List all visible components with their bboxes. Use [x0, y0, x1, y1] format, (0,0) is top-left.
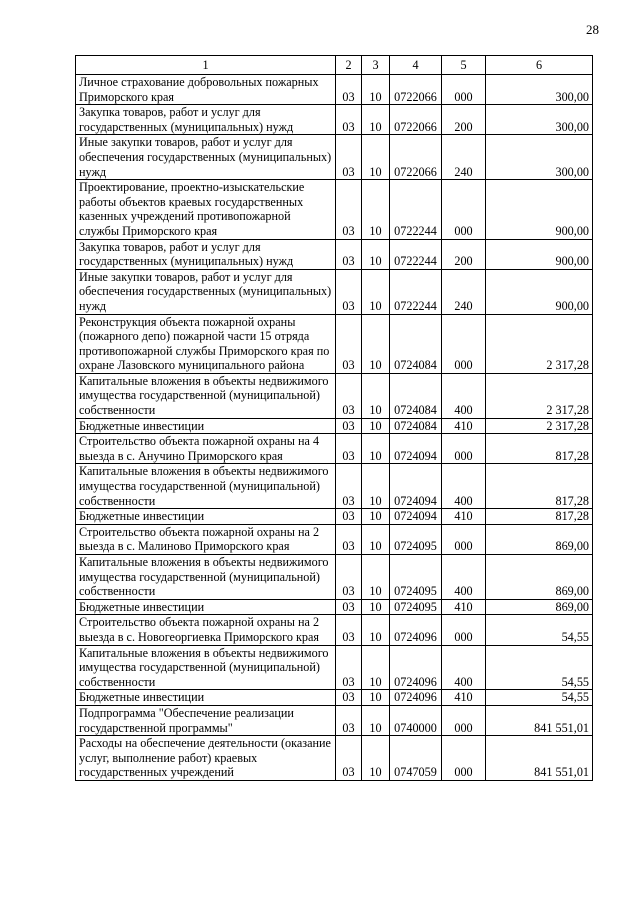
row-amount-cell: 300,00 — [486, 75, 593, 105]
row-target-code-cell: 0724094 — [390, 509, 442, 525]
row-expense-type-cell: 400 — [442, 645, 486, 690]
row-subsection-cell: 10 — [362, 509, 390, 525]
row-target-code-cell: 0724094 — [390, 434, 442, 464]
row-name-cell: Строительство объекта пожарной охраны на 4 выезда в с. Анучино Приморского края — [76, 434, 336, 464]
row-name-cell: Подпрограмма "Обеспечение реализации государственной программы" — [76, 705, 336, 735]
row-target-code-cell: 0722244 — [390, 239, 442, 269]
row-subsection-cell: 10 — [362, 180, 390, 239]
row-amount-cell: 817,28 — [486, 434, 593, 464]
row-subsection-cell: 10 — [362, 705, 390, 735]
row-target-code-cell: 0724095 — [390, 599, 442, 615]
table-row — [76, 105, 593, 135]
row-expense-type-cell: 200 — [442, 239, 486, 269]
row-name-cell: Бюджетные инвестиции — [76, 690, 336, 706]
row-target-code-cell: 0724084 — [390, 418, 442, 434]
row-section-cell: 03 — [336, 434, 362, 464]
row-expense-type-cell: 410 — [442, 418, 486, 434]
row-section-cell: 03 — [336, 239, 362, 269]
table-row — [76, 269, 593, 314]
table-row — [76, 509, 593, 525]
row-expense-type-cell: 000 — [442, 180, 486, 239]
row-expense-type-cell: 000 — [442, 75, 486, 105]
row-expense-type-cell: 240 — [442, 135, 486, 180]
row-section-cell: 03 — [336, 180, 362, 239]
row-expense-type-cell: 410 — [442, 509, 486, 525]
table-row — [76, 314, 593, 373]
row-expense-type-cell: 200 — [442, 105, 486, 135]
row-section-cell: 03 — [336, 615, 362, 645]
header-col-2: 2 — [336, 56, 362, 75]
row-expense-type-cell: 240 — [442, 269, 486, 314]
row-amount-cell: 841 551,01 — [486, 736, 593, 781]
row-amount-cell: 2 317,28 — [486, 418, 593, 434]
row-target-code-cell: 0724084 — [390, 373, 442, 418]
row-subsection-cell: 10 — [362, 434, 390, 464]
row-expense-type-cell: 000 — [442, 524, 486, 554]
row-expense-type-cell: 400 — [442, 555, 486, 600]
row-section-cell: 03 — [336, 509, 362, 525]
table-row — [76, 599, 593, 615]
row-target-code-cell: 0724096 — [390, 645, 442, 690]
row-amount-cell: 900,00 — [486, 239, 593, 269]
row-expense-type-cell: 400 — [442, 464, 486, 509]
row-name-cell: Капитальные вложения в объекты недвижимого имущества государственной (муниципальной) собственности — [76, 555, 336, 600]
row-subsection-cell: 10 — [362, 736, 390, 781]
row-amount-cell: 817,28 — [486, 464, 593, 509]
row-expense-type-cell: 410 — [442, 599, 486, 615]
row-section-cell: 03 — [336, 75, 362, 105]
row-expense-type-cell: 000 — [442, 314, 486, 373]
row-section-cell: 03 — [336, 599, 362, 615]
row-name-cell: Реконструкция объекта пожарной охраны (пожарного депо) пожарной части 15 отряда противопожарной службы Приморского края по охране Лазовского муниципального района — [76, 314, 336, 373]
row-subsection-cell: 10 — [362, 555, 390, 600]
row-name-cell: Расходы на обеспечение деятельности (оказание услуг, выполнение работ) краевых государственных учреждений — [76, 736, 336, 781]
row-section-cell: 03 — [336, 314, 362, 373]
row-target-code-cell: 0724094 — [390, 464, 442, 509]
row-amount-cell: 300,00 — [486, 135, 593, 180]
row-target-code-cell: 0722066 — [390, 105, 442, 135]
table-row — [76, 75, 593, 105]
row-amount-cell: 900,00 — [486, 180, 593, 239]
row-subsection-cell: 10 — [362, 645, 390, 690]
row-name-cell: Иные закупки товаров, работ и услуг для обеспечения государственных (муниципальных) нужд — [76, 135, 336, 180]
row-amount-cell: 900,00 — [486, 269, 593, 314]
row-name-cell: Личное страхование добровольных пожарных Приморского края — [76, 75, 336, 105]
row-expense-type-cell: 000 — [442, 705, 486, 735]
row-name-cell: Бюджетные инвестиции — [76, 599, 336, 615]
header-col-4: 4 — [390, 56, 442, 75]
table-row — [76, 555, 593, 600]
row-name-cell: Бюджетные инвестиции — [76, 509, 336, 525]
table-row — [76, 615, 593, 645]
page-number: 28 — [586, 22, 599, 37]
row-name-cell: Строительство объекта пожарной охраны на 2 выезда в с. Малиново Приморского края — [76, 524, 336, 554]
row-target-code-cell: 0747059 — [390, 736, 442, 781]
row-amount-cell: 54,55 — [486, 645, 593, 690]
row-amount-cell: 869,00 — [486, 599, 593, 615]
row-amount-cell: 2 317,28 — [486, 373, 593, 418]
row-target-code-cell: 0724095 — [390, 524, 442, 554]
table-row — [76, 524, 593, 554]
row-amount-cell: 300,00 — [486, 105, 593, 135]
row-subsection-cell: 10 — [362, 615, 390, 645]
header-col-1: 1 — [76, 56, 336, 75]
row-section-cell: 03 — [336, 736, 362, 781]
row-subsection-cell: 10 — [362, 599, 390, 615]
row-amount-cell: 817,28 — [486, 509, 593, 525]
table-row — [76, 418, 593, 434]
row-expense-type-cell: 410 — [442, 690, 486, 706]
row-name-cell: Бюджетные инвестиции — [76, 418, 336, 434]
row-amount-cell: 869,00 — [486, 524, 593, 554]
row-name-cell: Проектирование, проектно-изыскательские работы объектов краевых государственных казенных учреждений противопожарной службы Приморского края — [76, 180, 336, 239]
row-target-code-cell: 0724084 — [390, 314, 442, 373]
row-name-cell: Строительство объекта пожарной охраны на 2 выезда в с. Новогеоргиевка Приморского края — [76, 615, 336, 645]
row-section-cell: 03 — [336, 464, 362, 509]
row-subsection-cell: 10 — [362, 239, 390, 269]
row-subsection-cell: 10 — [362, 135, 390, 180]
row-subsection-cell: 10 — [362, 75, 390, 105]
row-target-code-cell: 0722244 — [390, 180, 442, 239]
row-subsection-cell: 10 — [362, 269, 390, 314]
table-header-row — [76, 56, 593, 75]
row-subsection-cell: 10 — [362, 373, 390, 418]
row-subsection-cell: 10 — [362, 105, 390, 135]
row-target-code-cell: 0722066 — [390, 75, 442, 105]
row-name-cell: Капитальные вложения в объекты недвижимого имущества государственной (муниципальной) собственности — [76, 464, 336, 509]
table-row — [76, 434, 593, 464]
budget-table — [75, 55, 593, 781]
table-row — [76, 373, 593, 418]
row-subsection-cell: 10 — [362, 418, 390, 434]
table-row — [76, 464, 593, 509]
row-target-code-cell: 0722066 — [390, 135, 442, 180]
row-target-code-cell: 0724096 — [390, 615, 442, 645]
row-expense-type-cell: 000 — [442, 615, 486, 645]
row-target-code-cell: 0724096 — [390, 690, 442, 706]
row-section-cell: 03 — [336, 690, 362, 706]
row-amount-cell: 54,55 — [486, 690, 593, 706]
row-amount-cell: 841 551,01 — [486, 705, 593, 735]
row-subsection-cell: 10 — [362, 690, 390, 706]
row-amount-cell: 2 317,28 — [486, 314, 593, 373]
row-section-cell: 03 — [336, 645, 362, 690]
row-subsection-cell: 10 — [362, 464, 390, 509]
row-amount-cell: 54,55 — [486, 615, 593, 645]
row-expense-type-cell: 400 — [442, 373, 486, 418]
row-name-cell: Иные закупки товаров, работ и услуг для обеспечения государственных (муниципальных) нужд — [76, 269, 336, 314]
row-section-cell: 03 — [336, 269, 362, 314]
table-row — [76, 690, 593, 706]
header-col-5: 5 — [442, 56, 486, 75]
row-name-cell: Капитальные вложения в объекты недвижимого имущества государственной (муниципальной) собственности — [76, 645, 336, 690]
row-section-cell: 03 — [336, 373, 362, 418]
table-row — [76, 736, 593, 781]
table-body — [76, 75, 593, 781]
table-row — [76, 239, 593, 269]
row-target-code-cell: 0722244 — [390, 269, 442, 314]
row-expense-type-cell: 000 — [442, 434, 486, 464]
row-target-code-cell: 0740000 — [390, 705, 442, 735]
table-row — [76, 180, 593, 239]
row-subsection-cell: 10 — [362, 524, 390, 554]
row-target-code-cell: 0724095 — [390, 555, 442, 600]
header-col-6: 6 — [486, 56, 593, 75]
table-row — [76, 705, 593, 735]
row-section-cell: 03 — [336, 555, 362, 600]
row-name-cell: Закупка товаров, работ и услуг для государственных (муниципальных) нужд — [76, 239, 336, 269]
row-subsection-cell: 10 — [362, 314, 390, 373]
row-section-cell: 03 — [336, 105, 362, 135]
row-section-cell: 03 — [336, 418, 362, 434]
row-section-cell: 03 — [336, 135, 362, 180]
row-expense-type-cell: 000 — [442, 736, 486, 781]
table-row — [76, 135, 593, 180]
row-section-cell: 03 — [336, 705, 362, 735]
row-name-cell: Закупка товаров, работ и услуг для государственных (муниципальных) нужд — [76, 105, 336, 135]
table-row — [76, 645, 593, 690]
row-name-cell: Капитальные вложения в объекты недвижимого имущества государственной (муниципальной) собственности — [76, 373, 336, 418]
header-col-3: 3 — [362, 56, 390, 75]
row-section-cell: 03 — [336, 524, 362, 554]
row-amount-cell: 869,00 — [486, 555, 593, 600]
